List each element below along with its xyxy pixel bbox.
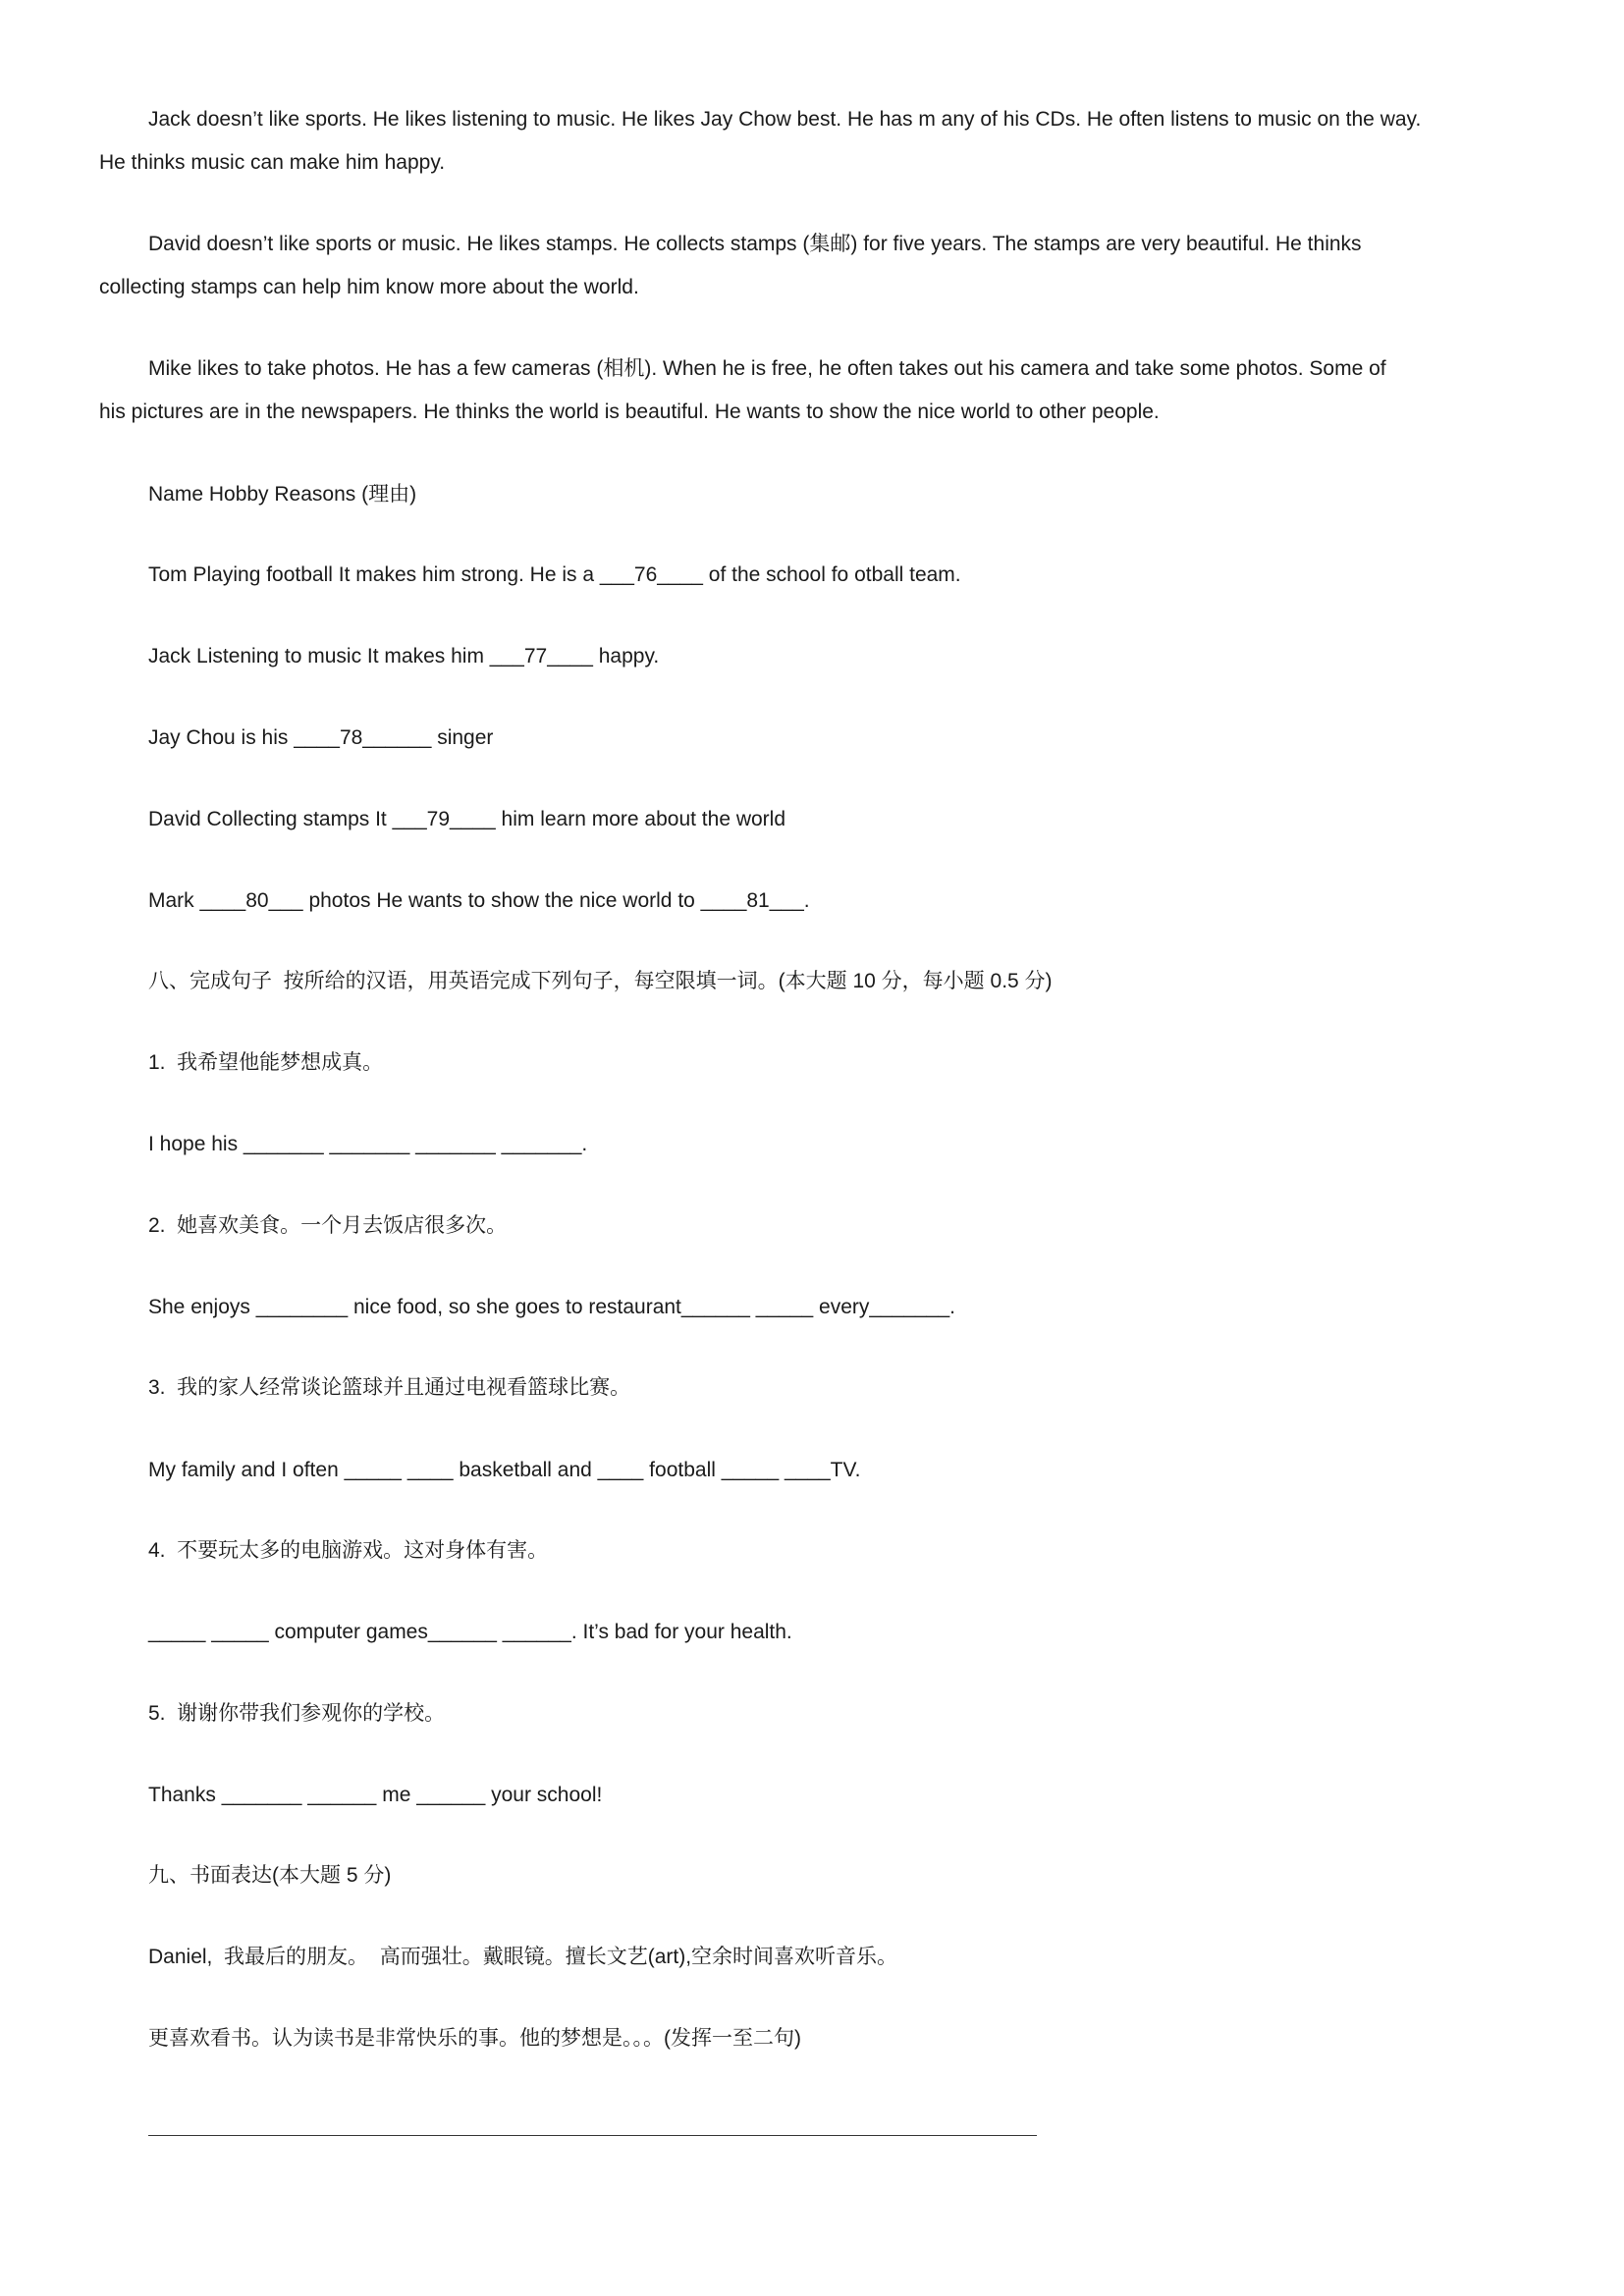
question-4-chinese: 4. 不要玩太多的电脑游戏。这对身体有害。 [148,1539,549,1562]
passage-mike-line-1: Mike likes to take photos. He has a few cameras (相机). When he is free, he often takes out his camera and take some photos. Some of [148,357,1386,380]
writing-prompt-line-1: Daniel, 我最后的朋友。 高而强壮。戴眼镜。擅长文艺(art),空余时间喜欢听音乐。 [148,1946,898,1968]
table-row-david: David Collecting stamps It ___79____ him learn more about the world [148,808,786,830]
passage-jack-line-1: Jack doesn’t like sports. He likes listening to music. He likes Jay Chow best. He has m any of his CDs. He often listens to music on the way. [148,108,1422,131]
writing-prompt-line-2: 更喜欢看书。认为读书是非常快乐的事。他的梦想是。。。(发挥一至二句) [148,2027,801,2050]
question-4-english: _____ _____ computer games______ ______. It’s bad for your health. [148,1621,792,1643]
passage-mike-line-2: his pictures are in the newspapers. He thinks the world is beautiful. He wants to show the nice world to other people. [99,400,1160,423]
question-5-english: Thanks _______ ______ me ______ your school! [148,1784,603,1806]
question-1-english: I hope his _______ _______ _______ _______. [148,1133,588,1155]
writing-answer-line [148,2135,1037,2136]
passage-david-line-1: David doesn’t like sports or music. He likes stamps. He collects stamps (集邮) for five years. The stamps are very beautiful. He thinks [148,233,1362,255]
table-row-tom: Tom Playing football It makes him strong. He is a ___76____ of the school fo otball team. [148,563,961,586]
question-1-chinese: 1. 我希望他能梦想成真。 [148,1051,384,1074]
question-2-chinese: 2. 她喜欢美食。一个月去饭店很多次。 [148,1214,508,1237]
question-3-chinese: 3. 我的家人经常谈论篮球并且通过电视看篮球比赛。 [148,1376,631,1399]
question-2-english: She enjoys ________ nice food, so she goes to restaurant______ _____ every_______. [148,1296,955,1318]
table-row-jack: Jack Listening to music It makes him ___77____ happy. [148,645,660,667]
question-5-chinese: 5. 谢谢你带我们参观你的学校。 [148,1702,446,1725]
table-header: Name Hobby Reasons (理由) [148,483,417,506]
question-3-english: My family and I often _____ ____ basketball and ____ football _____ ____TV. [148,1459,861,1481]
table-row-jay-chou: Jay Chou is his ____78______ singer [148,726,494,749]
table-row-mark: Mark ____80___ photos He wants to show the nice world to ____81___. [148,889,810,912]
passage-david-line-2: collecting stamps can help him know more about the world. [99,276,639,298]
passage-jack-line-2: He thinks music can make him happy. [99,151,446,174]
section-9-heading: 九、书面表达(本大题 5 分) [148,1864,392,1887]
section-8-heading: 八、完成句子 按所给的汉语，用英语完成下列句子，每空限填一词。(本大题 10 分，每小题 0.5 分) [148,970,1053,992]
